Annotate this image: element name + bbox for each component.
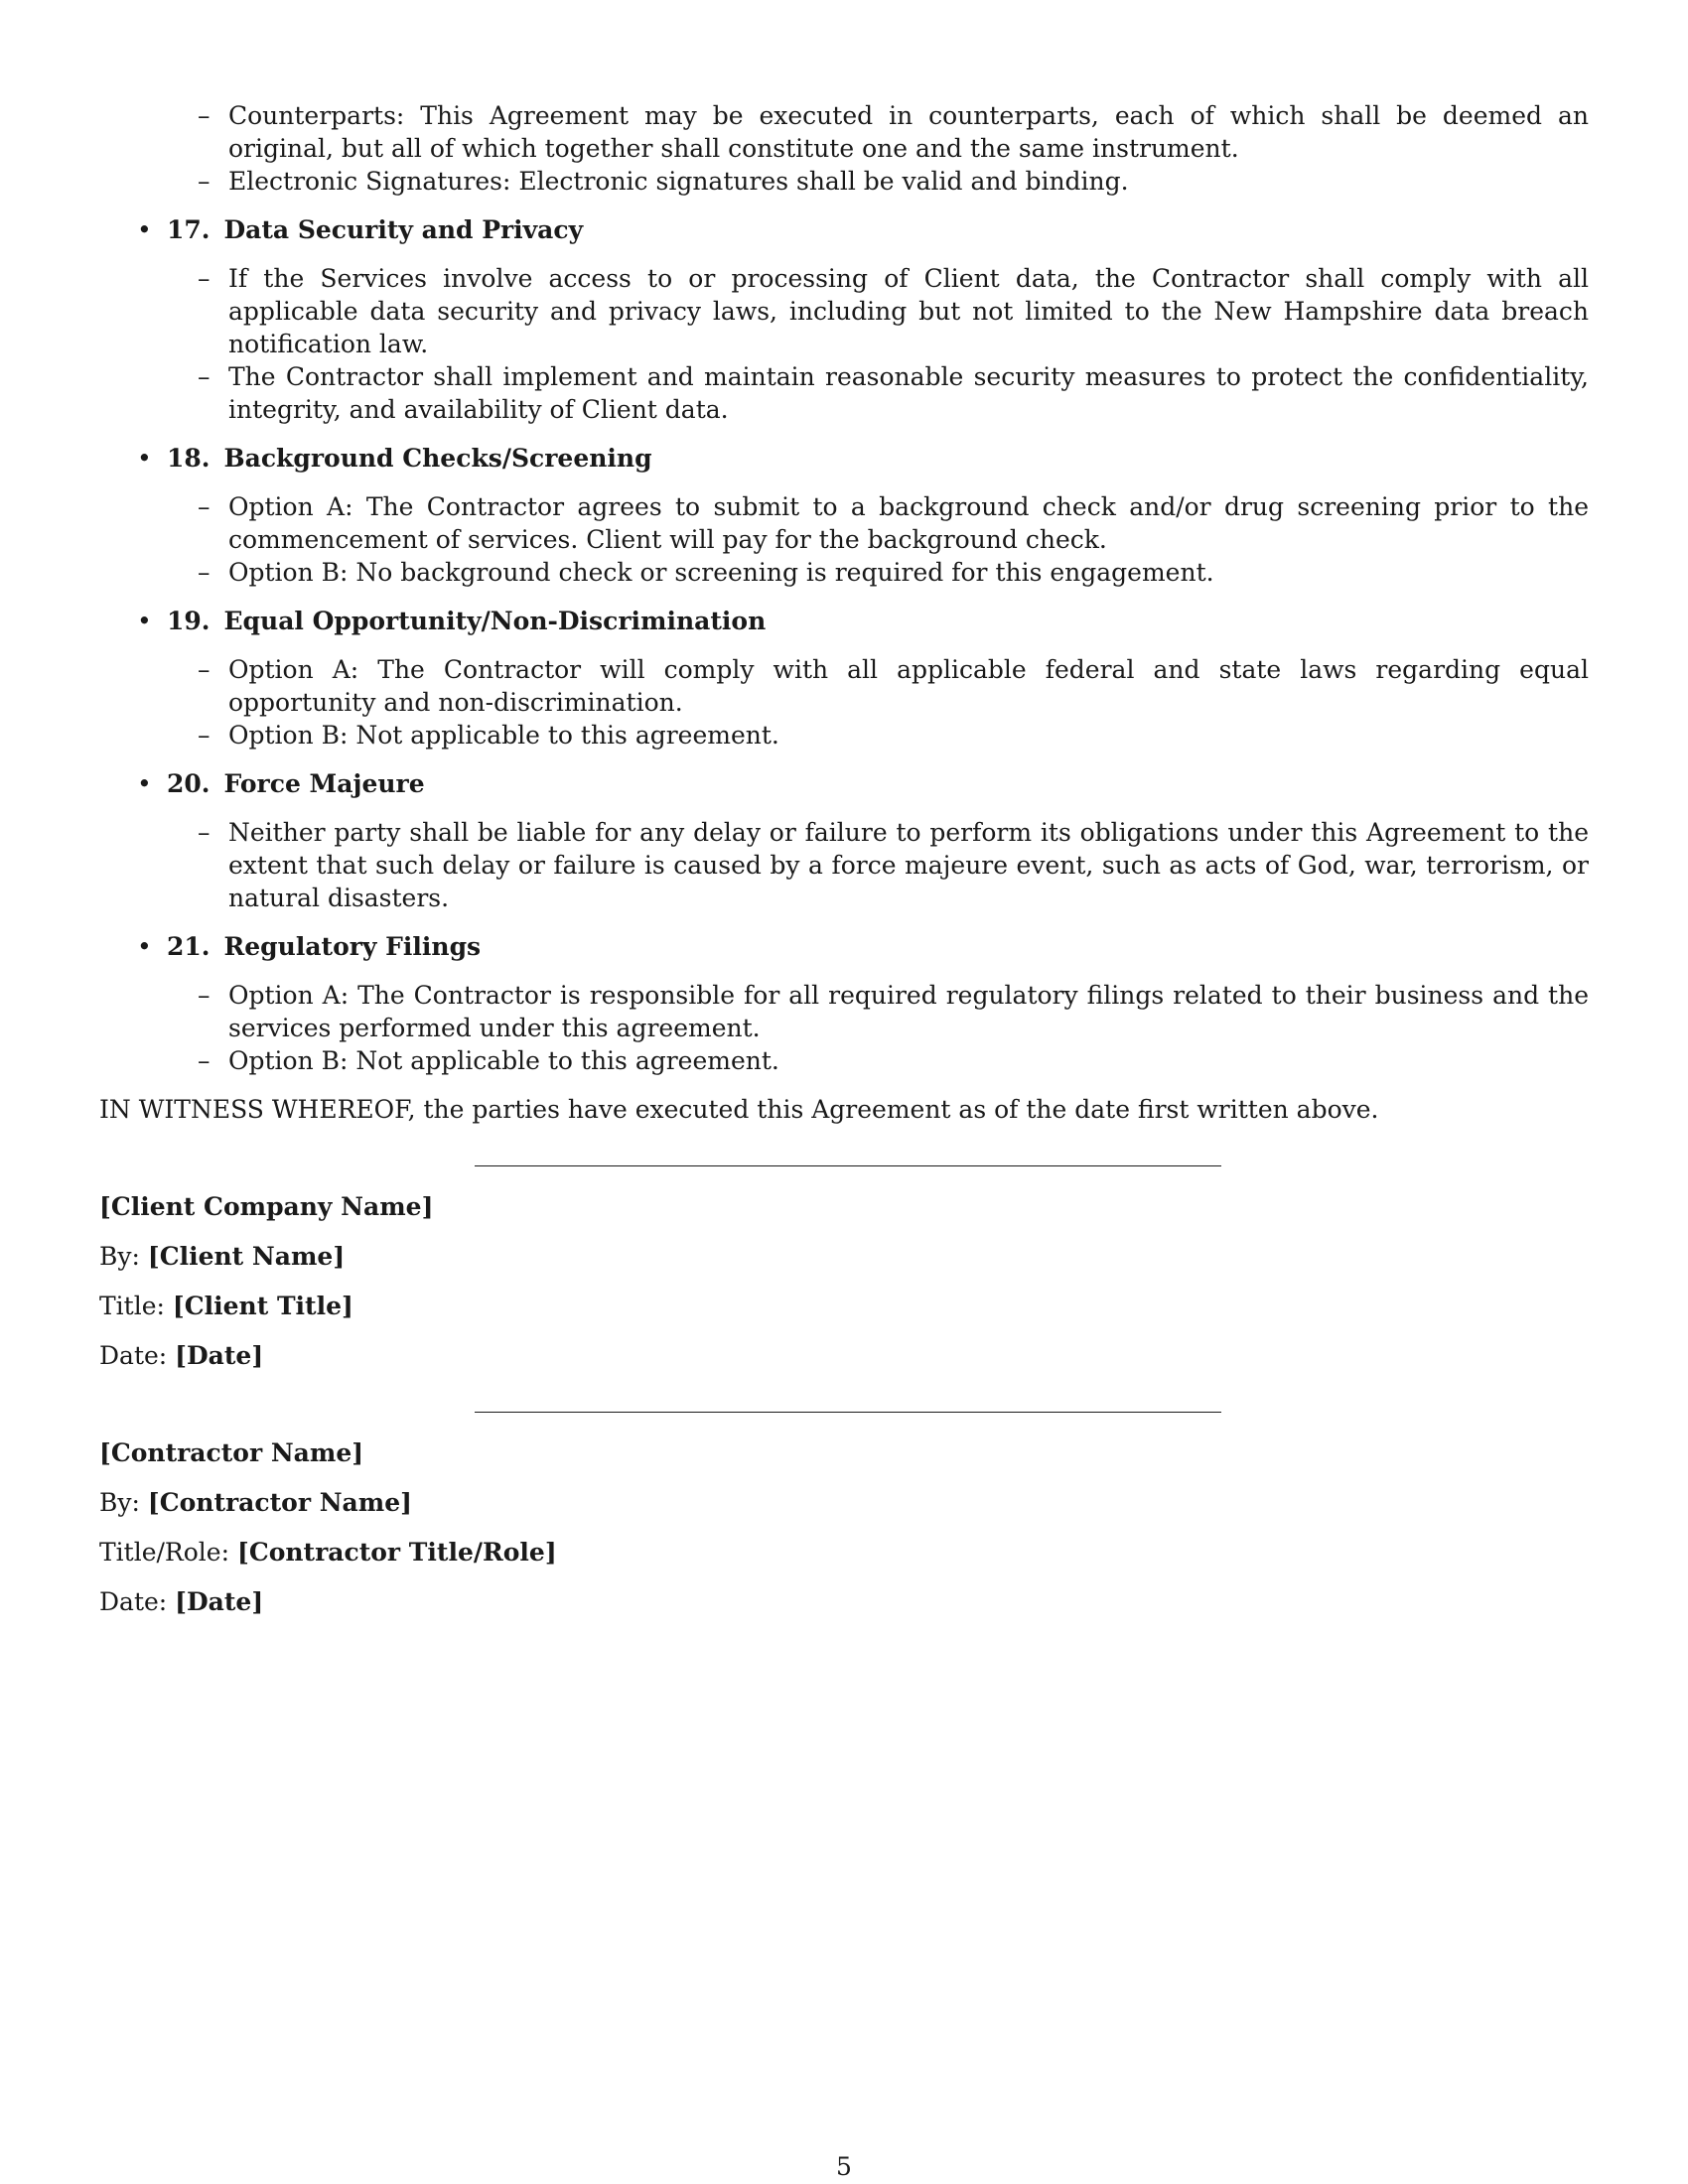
sub-item: – The Contractor shall implement and maintain reasonable security measures to protect the confidentiality, integrity, and availability of Client data. bbox=[228, 360, 1589, 426]
section-heading bbox=[99, 213, 1589, 246]
section-number: 18. bbox=[167, 444, 211, 473]
section-number: 20. bbox=[167, 769, 211, 798]
contractor-signature-block bbox=[99, 1436, 1589, 1618]
sub-list bbox=[99, 653, 1589, 751]
contractor-date-label: Date: bbox=[99, 1587, 168, 1616]
sub-list bbox=[99, 816, 1589, 914]
section-title: Background Checks/Screening bbox=[223, 444, 652, 473]
contractor-by-label: By: bbox=[99, 1488, 140, 1517]
sub-list bbox=[99, 490, 1589, 589]
section-heading bbox=[99, 605, 1589, 637]
document-page bbox=[99, 99, 1589, 1618]
section-title: Equal Opportunity/Non-Discrimination bbox=[223, 607, 767, 635]
contractor-date-row bbox=[99, 1585, 1589, 1618]
section-heading bbox=[99, 767, 1589, 800]
section-title: Data Security and Privacy bbox=[223, 215, 584, 244]
section-heading bbox=[99, 442, 1589, 475]
sub-item: – Option B: No background check or screening is required for this engagement. bbox=[228, 556, 1589, 589]
bullet-icon: • bbox=[137, 215, 152, 244]
bullet-icon: • bbox=[137, 607, 152, 635]
client-by-value: [Client Name] bbox=[147, 1242, 346, 1271]
witness-statement: IN WITNESS WHEREOF, the parties have executed this Agreement as of the date first written above. bbox=[99, 1095, 1379, 1124]
bullet-icon: • bbox=[137, 444, 152, 473]
sub-item: – Option B: Not applicable to this agreement. bbox=[228, 719, 1589, 751]
contractor-by-row bbox=[99, 1486, 1589, 1519]
section-21 bbox=[99, 930, 1589, 1077]
client-title-row bbox=[99, 1290, 1589, 1322]
contractor-date-value: [Date] bbox=[175, 1587, 264, 1616]
client-title-label: Title: bbox=[99, 1292, 165, 1320]
sub-item: – If the Services involve access to or processing of Client data, the Contractor shall comply with all applicable data security and privacy laws, including but not limited to the New Hampshire data breach notification law. bbox=[228, 262, 1589, 360]
sub-list bbox=[99, 979, 1589, 1077]
section-20 bbox=[99, 767, 1589, 914]
contractor-title-label: Title/Role: bbox=[99, 1538, 230, 1567]
section-17 bbox=[99, 213, 1589, 426]
section-number: 19. bbox=[167, 607, 211, 635]
sub-item: – Neither party shall be liable for any delay or failure to perform its obligations under this Agreement to the extent that such delay or failure is caused by a force majeure event, such as acts of God, war, terrorism, or natural disasters. bbox=[228, 816, 1589, 914]
sub-item: – Option A: The Contractor is responsible for all required regulatory filings related to their business and the services performed under this agreement. bbox=[228, 979, 1589, 1044]
contractor-by-value: [Contractor Name] bbox=[147, 1488, 412, 1517]
sub-item: – Electronic Signatures: Electronic signatures shall be valid and binding. bbox=[228, 165, 1589, 198]
contractor-title-row bbox=[99, 1536, 1589, 1569]
section-18 bbox=[99, 442, 1589, 589]
client-date-row bbox=[99, 1339, 1589, 1372]
sub-item: – Option A: The Contractor agrees to submit to a background check and/or drug screening prior to the commencement of services. Client will pay for the background check. bbox=[228, 490, 1589, 556]
client-title-value: [Client Title] bbox=[172, 1292, 353, 1320]
contractor-company-name: [Contractor Name] bbox=[99, 1438, 364, 1467]
contractor-company-row bbox=[99, 1436, 1589, 1469]
page-number: 5 bbox=[836, 2152, 852, 2181]
sub-item: – Option B: Not applicable to this agreement. bbox=[228, 1044, 1589, 1077]
client-date-value: [Date] bbox=[175, 1341, 264, 1370]
sub-list bbox=[99, 262, 1589, 426]
bullet-icon: • bbox=[137, 769, 152, 798]
client-company-name: [Client Company Name] bbox=[99, 1192, 434, 1221]
section-title: Regulatory Filings bbox=[223, 932, 482, 961]
section-heading bbox=[99, 930, 1589, 963]
section-number: 21. bbox=[167, 932, 211, 961]
sub-item: – Counterparts: This Agreement may be executed in counterparts, each of which shall be deemed an original, but all of which together shall constitute one and the same instrument. bbox=[228, 99, 1589, 165]
client-by-label: By: bbox=[99, 1242, 140, 1271]
client-date-label: Date: bbox=[99, 1341, 168, 1370]
client-company-row bbox=[99, 1190, 1589, 1223]
sub-item: – Option A: The Contractor will comply with all applicable federal and state laws regarding equal opportunity and non-discrimination. bbox=[228, 653, 1589, 719]
client-signature-line bbox=[475, 1165, 1221, 1166]
section-number: 17. bbox=[167, 215, 211, 244]
section-19 bbox=[99, 605, 1589, 751]
bullet-icon: • bbox=[137, 932, 152, 961]
contractor-signature-line bbox=[475, 1412, 1221, 1413]
contractor-title-value: [Contractor Title/Role] bbox=[236, 1538, 557, 1567]
client-signature-block bbox=[99, 1190, 1589, 1372]
section-title: Force Majeure bbox=[223, 769, 425, 798]
client-by-row bbox=[99, 1240, 1589, 1273]
continued-sub-list bbox=[99, 99, 1589, 198]
